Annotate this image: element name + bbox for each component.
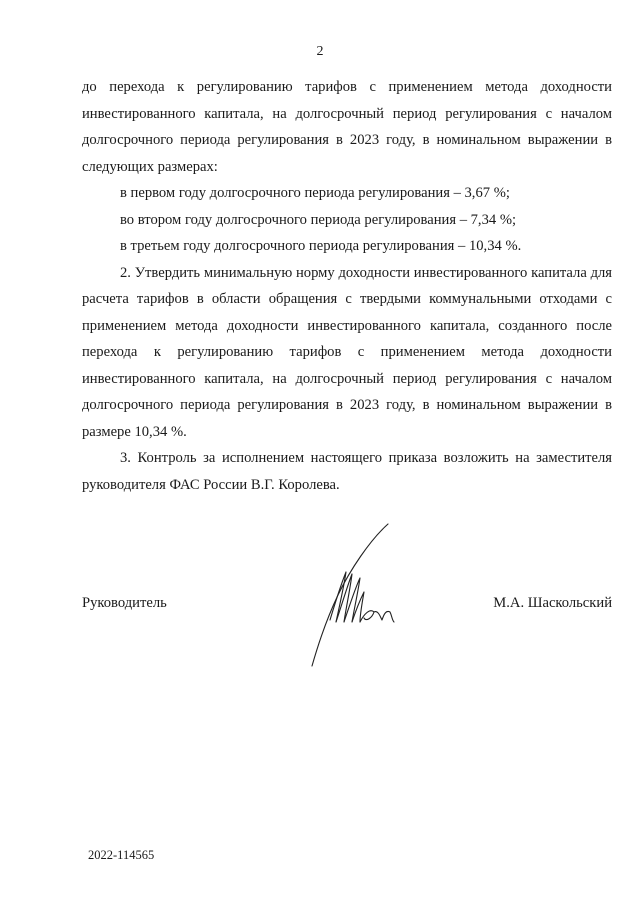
signature-row	[82, 595, 612, 625]
page-number: 2	[316, 44, 324, 59]
paragraph-continuation: до перехода к регулированию тарифов с применением метода доходности инвестированного капитала, на долгосрочный период регулирования с началом долгосрочного периода регулирования в 2023 году, в номинальном выражении в следующих размерах:	[82, 79, 612, 175]
document-registration-number: 2022-114565	[88, 848, 155, 862]
list-item-year-1: в первом году долгосрочного периода регулирования – 3,67 %;	[120, 185, 510, 201]
document-body	[82, 74, 612, 498]
paragraph-clause-2: 2. Утвердить минимальную норму доходности инвестированного капитала для расчета тарифов в области обращения с твердыми коммунальными отходами с применением метода доходности инвестированного капитала, созданного после перехода к регулированию тарифов с применением метода доходности инвестированного капитала, на долгосрочный период регулирования с началом долгосрочного периода регулирования в 2023 году, в номинальном выражении в размере 10,34 %.	[82, 264, 612, 440]
signatory-name: М.А. Шаскольский	[493, 595, 612, 611]
list-item-year-3: в третьем году долгосрочного периода регулирования – 10,34 %.	[120, 238, 522, 254]
signatory-role: Руководитель	[82, 595, 167, 611]
paragraph-clause-3: 3. Контроль за исполнением настоящего приказа возложить на заместителя руководителя ФАС России В.Г. Королева.	[82, 450, 612, 493]
list-item-year-2: во втором году долгосрочного периода регулирования – 7,34 %;	[120, 211, 517, 228]
